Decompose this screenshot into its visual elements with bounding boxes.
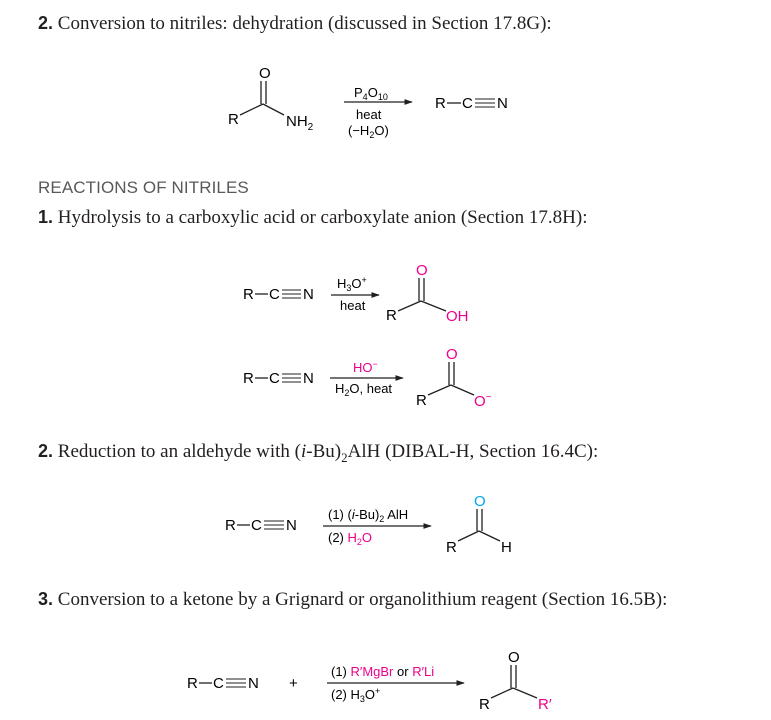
reaction-arrow-acid-hydrolysis [331, 275, 379, 313]
svg-text:R: R [243, 370, 254, 387]
svg-text:N: N [303, 286, 314, 303]
svg-text:C: C [269, 286, 280, 303]
reagent-heat: heat [340, 298, 366, 313]
item-number: 2. [38, 441, 54, 461]
svg-text:N: N [303, 370, 314, 387]
amine-label: $NH_2$ [286, 113, 314, 133]
svg-text:O: O [508, 649, 520, 666]
svg-text:N: N [286, 517, 297, 534]
nitrile-reactant-grignard [187, 675, 298, 692]
reaction-arrow-base-hydrolysis [330, 359, 403, 398]
aldehyde-product [446, 493, 512, 556]
svg-text:O: O [474, 493, 486, 510]
reaction-arrow-dehydration [344, 85, 412, 140]
reagent-dibal: (1) $(i-Bu)_2$ AlH [328, 507, 409, 524]
nitrile-product [435, 95, 508, 112]
carbonyl-oxygen: O [259, 65, 271, 82]
heading-text-italic: i [301, 441, 307, 462]
svg-text:N: N [497, 95, 508, 112]
svg-text:R: R [479, 696, 490, 713]
svg-text:R: R [446, 539, 457, 556]
svg-text:R: R [243, 286, 254, 303]
reagent-hydronium: (2) $H_3O^+$ [331, 686, 381, 704]
heading-text: Conversion to nitriles: dehydration (discussed in Section 17.8G): [57, 13, 552, 34]
carboxylic-acid-product [386, 262, 469, 325]
svg-text:R: R [386, 307, 397, 324]
svg-text:R: R [435, 95, 446, 112]
item-number: 2. [38, 13, 54, 33]
heading-text-pre: Reduction to an aldehyde with ( [57, 441, 302, 462]
section-title: REACTIONS OF NITRILES [38, 178, 249, 197]
reagent-hydroxide: HO− [353, 359, 378, 375]
svg-text:OH: OH [446, 308, 469, 325]
svg-text:C: C [213, 675, 224, 692]
nitrile-reactant-acid [243, 286, 314, 303]
reaction-arrow-reduction [323, 507, 431, 547]
svg-text:O: O [416, 262, 428, 279]
svg-text:R: R [187, 675, 198, 692]
reaction-arrow-grignard [327, 664, 464, 704]
nitrile-reactant-base [243, 370, 314, 387]
svg-text:R: R [416, 392, 427, 409]
reagent-water-heat: $H_2O$, heat [335, 381, 393, 398]
svg-text:C: C [269, 370, 280, 387]
ketone-product [479, 649, 552, 713]
amide-structure [228, 65, 314, 133]
plus-sign: + [289, 675, 298, 692]
heading-text-mid: -Bu) [306, 441, 342, 462]
heading-text-sub: 2 [341, 449, 348, 465]
r-group-label: R [228, 111, 239, 128]
svg-text:C: C [251, 517, 262, 534]
carboxylate-product [416, 346, 492, 410]
reagent-minus-water: $(-H_2O)$ [348, 123, 389, 140]
reagent-hydronium: $H_3O^+$ [337, 275, 367, 293]
svg-text:C: C [462, 95, 473, 112]
reagent-water: (2) $H_2O$ [328, 530, 373, 547]
svg-text:R: R [225, 517, 236, 534]
svg-text:H: H [501, 539, 512, 556]
heading-text-post: AlH (DIBAL-H, Section 16.4C): [347, 441, 599, 462]
svg-text:N: N [248, 675, 259, 692]
item-number: 1. [38, 207, 54, 227]
heading-text: Hydrolysis to a carboxylic acid or carboxylate anion (Section 17.8H): [57, 207, 588, 228]
item-number: 3. [38, 589, 54, 609]
reagent-heat: heat [356, 107, 382, 122]
svg-text:R′: R′ [538, 696, 552, 713]
svg-text:O: O [446, 346, 458, 363]
reagent-organometallic: (1) R′MgBr or R′Li [331, 664, 435, 679]
svg-text:O−: O− [474, 392, 492, 410]
heading-text: Conversion to a ketone by a Grignard or organolithium reagent (Section 16.5B): [57, 589, 668, 610]
nitrile-reactant-reduction [225, 517, 297, 534]
reagent-p4o10: $P_4O_{10}$ [354, 85, 388, 102]
